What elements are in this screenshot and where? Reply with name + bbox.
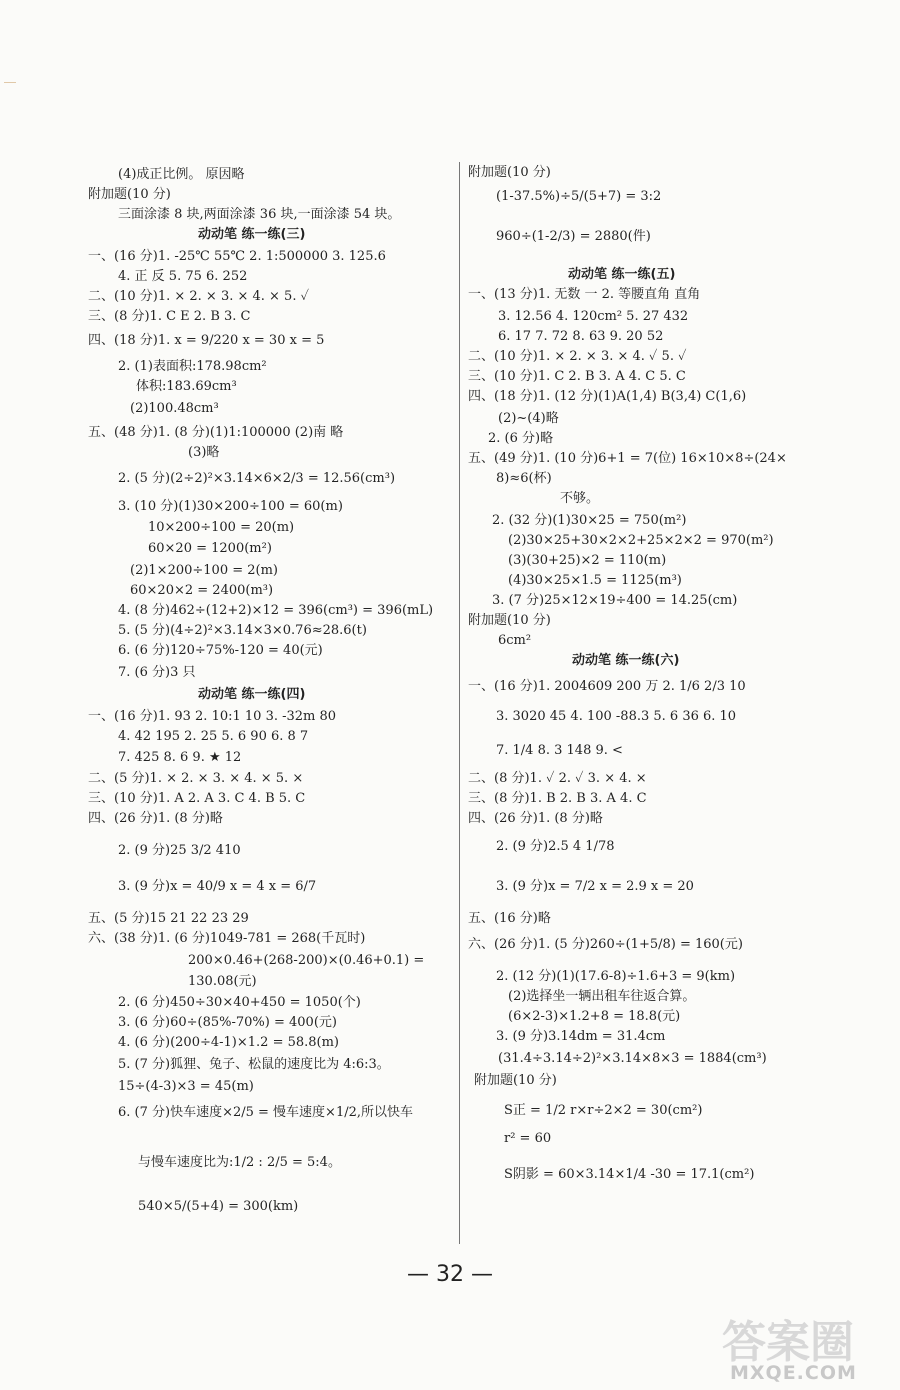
answer-line: (1-37.5%)÷5/(5+7) = 3:2: [496, 189, 662, 204]
answer-line: S阴影 = 60×3.14×1/4 -30 = 17.1(cm²): [504, 1167, 755, 1182]
answer-line: 4. 42 195 2. 25 5. 6 90 6. 8 7: [118, 729, 309, 744]
answer-line: 2. (5 分)(2÷2)²×3.14×6×2/3 = 12.56(cm³): [118, 471, 396, 486]
answer-line: 6. 17 7. 72 8. 63 9. 20 52: [498, 329, 664, 344]
answer-line: 8)≈6(杯): [496, 471, 552, 486]
answer-line: 二、(10 分)1. × 2. × 3. × 4. × 5. ✓: [88, 289, 309, 304]
answer-line: (2)~(4)略: [498, 411, 559, 426]
answer-line: 2. (9 分)25 3/2 410: [118, 843, 241, 858]
section-heading: 动动笔 练一练(四): [198, 687, 306, 702]
answer-line: 540×5/(5+4) = 300(km): [138, 1199, 299, 1214]
answer-line: 3. (7 分)25×12×19÷400 = 14.25(cm): [492, 593, 738, 608]
answer-line: 7. (6 分)3 只: [118, 665, 196, 680]
answer-line: 5. (7 分)狐狸、兔子、松鼠的速度比为 4:6:3。: [118, 1057, 390, 1072]
answer-line: (31.4÷3.14÷2)²×3.14×8×3 = 1884(cm³): [498, 1051, 767, 1066]
answer-line: 4. (6 分)(200÷4-1)×1.2 = 58.8(m): [118, 1035, 340, 1050]
answer-line: 60×20×2 = 2400(m³): [130, 583, 274, 598]
answer-line: (2)30×25+30×2×2+25×2×2 = 970(m²): [508, 533, 774, 548]
answer-line: 三面涂漆 8 块,两面涂漆 36 块,一面涂漆 54 块。: [118, 207, 401, 222]
answer-line: 7. 425 8. 6 9. ★ 12: [118, 750, 242, 765]
answer-line: 15÷(4-3)×3 = 45(m): [118, 1079, 254, 1094]
answer-line: 一、(16 分)1. 2004609 200 万 2. 1/6 2/3 10: [468, 679, 746, 694]
answer-line: (4)成正比例。 原因略: [118, 167, 245, 182]
answer-line: 不够。: [560, 491, 600, 506]
answer-line: 二、(5 分)1. × 2. × 3. × 4. × 5. ×: [88, 771, 304, 786]
answer-line: 3. 12.56 4. 120cm² 5. 27 432: [498, 309, 689, 324]
answer-line: 2. (6 分)450÷30×40+450 = 1050(个): [118, 995, 361, 1010]
answer-line: 10×200÷100 = 20(m): [148, 520, 295, 535]
answer-line: S正 = 1/2 r×r÷2×2 = 30(cm²): [504, 1103, 703, 1118]
answer-line: 2. (9 分)2.5 4 1/78: [496, 839, 615, 854]
section-heading: 动动笔 练一练(六): [572, 653, 680, 668]
answer-line: 3. (9 分)x = 7/2 x = 2.9 x = 20: [496, 879, 694, 894]
answer-line: (6×2-3)×1.2+8 = 18.8(元): [508, 1009, 681, 1024]
answer-line: 二、(8 分)1. ✓ 2. ✓ 3. × 4. ×: [468, 771, 647, 786]
answer-line: 2. (12 分)(1)(17.6-8)÷1.6+3 = 9(km): [496, 969, 736, 984]
answer-line: 五、(48 分)1. (8 分)(1)1:100000 (2)南 略: [88, 425, 344, 440]
answer-line: 7. 1/4 8. 3 148 9. <: [496, 743, 623, 758]
column-divider: [459, 162, 460, 1244]
answer-line: 六、(38 分)1. (6 分)1049-781 = 268(千瓦时): [88, 931, 366, 946]
answer-line: 200×0.46+(268-200)×(0.46+0.1) =: [188, 953, 425, 968]
edge-mark: [4, 82, 16, 83]
answer-line: (2)1×200÷100 = 2(m): [130, 563, 278, 578]
page-number: — 32 —: [407, 1262, 493, 1287]
answer-line: 6. (6 分)120÷75%-120 = 40(元): [118, 643, 323, 658]
answer-line: 3. (10 分)(1)30×200÷100 = 60(m): [118, 499, 343, 514]
answer-line: 六、(26 分)1. (5 分)260÷(1+5/8) = 160(元): [468, 937, 743, 952]
answer-line: 四、(26 分)1. (8 分)略: [468, 811, 603, 826]
answer-line: 4. 正 反 5. 75 6. 252: [118, 269, 248, 284]
answer-line: 3. (9 分)3.14dm = 31.4cm: [496, 1029, 666, 1044]
answer-line: 6cm²: [498, 633, 532, 648]
answer-line: 五、(5 分)15 21 22 23 29: [88, 911, 249, 926]
answer-line: 四、(18 分)1. x = 9/220 x = 30 x = 5: [88, 333, 325, 348]
answer-line: 4. (8 分)462÷(12+2)×12 = 396(cm³) = 396(mL): [118, 603, 434, 618]
answer-line: 3. 3020 45 4. 100 -88.3 5. 6 36 6. 10: [496, 709, 737, 724]
answer-line: 附加题(10 分): [468, 613, 551, 628]
answer-line: 130.08(元): [188, 974, 257, 989]
answer-line: 一、(16 分)1. 93 2. 10:1 10 3. -32m 80: [88, 709, 337, 724]
answer-line: (2)100.48cm³: [130, 401, 219, 416]
answer-line: 2. (6 分)略: [488, 431, 554, 446]
watermark-logo: 答案圈: [722, 1317, 854, 1368]
answer-line: 附加题(10 分): [474, 1073, 557, 1088]
answer-line: 体积:183.69cm³: [136, 379, 237, 394]
answer-line: 附加题(10 分): [88, 187, 171, 202]
answer-line: 三、(8 分)1. B 2. B 3. A 4. C: [468, 791, 647, 806]
section-heading: 动动笔 练一练(三): [198, 227, 306, 242]
answer-line: 一、(13 分)1. 无数 一 2. 等腰直角 直角: [468, 287, 701, 302]
answer-line: 三、(8 分)1. C E 2. B 3. C: [88, 309, 251, 324]
answer-line: r² = 60: [504, 1131, 552, 1146]
answer-line: 5. (5 分)(4÷2)²×3.14×3×0.76≈28.6(t): [118, 623, 367, 638]
answer-line: (3)略: [188, 445, 220, 460]
answer-line: (4)30×25×1.5 = 1125(m³): [508, 573, 682, 588]
section-heading: 动动笔 练一练(五): [568, 267, 676, 282]
answer-line: 6. (7 分)快车速度×2/5 = 慢车速度×1/2,所以快车: [118, 1105, 414, 1120]
answer-line: (2)选择坐一辆出租车往返合算。: [508, 989, 696, 1004]
answer-line: 60×20 = 1200(m²): [148, 541, 272, 556]
answer-line: 三、(10 分)1. C 2. B 3. A 4. C 5. C: [468, 369, 686, 384]
answer-line: 3. (6 分)60÷(85%-70%) = 400(元): [118, 1015, 337, 1030]
answer-line: 四、(18 分)1. (12 分)(1)A(1,4) B(3,4) C(1,6): [468, 389, 747, 404]
answer-line: 三、(10 分)1. A 2. A 3. C 4. B 5. C: [88, 791, 306, 806]
answer-line: (3)(30+25)×2 = 110(m): [508, 553, 667, 568]
answer-line: 3. (9 分)x = 40/9 x = 4 x = 6/7: [118, 879, 317, 894]
answer-line: 与慢车速度比为:1/2 : 2/5 = 5:4。: [138, 1155, 341, 1170]
watermark-url: MXQE.COM: [730, 1362, 857, 1384]
answer-line: 五、(16 分)略: [468, 911, 551, 926]
answer-line: 2. (32 分)(1)30×25 = 750(m²): [492, 513, 687, 528]
answer-line: 四、(26 分)1. (8 分)略: [88, 811, 223, 826]
answer-line: 五、(49 分)1. (10 分)6+1 = 7(位) 16×10×8÷(24×: [468, 451, 787, 466]
answer-line: 附加题(10 分): [468, 165, 551, 180]
answer-line: 2. (1)表面积:178.98cm²: [118, 359, 267, 374]
answer-line: 一、(16 分)1. -25℃ 55℃ 2. 1:500000 3. 125.6: [88, 249, 386, 264]
answer-line: 960÷(1-2/3) = 2880(件): [496, 229, 651, 244]
answer-line: 二、(10 分)1. × 2. × 3. × 4. ✓ 5. ✓: [468, 349, 687, 364]
